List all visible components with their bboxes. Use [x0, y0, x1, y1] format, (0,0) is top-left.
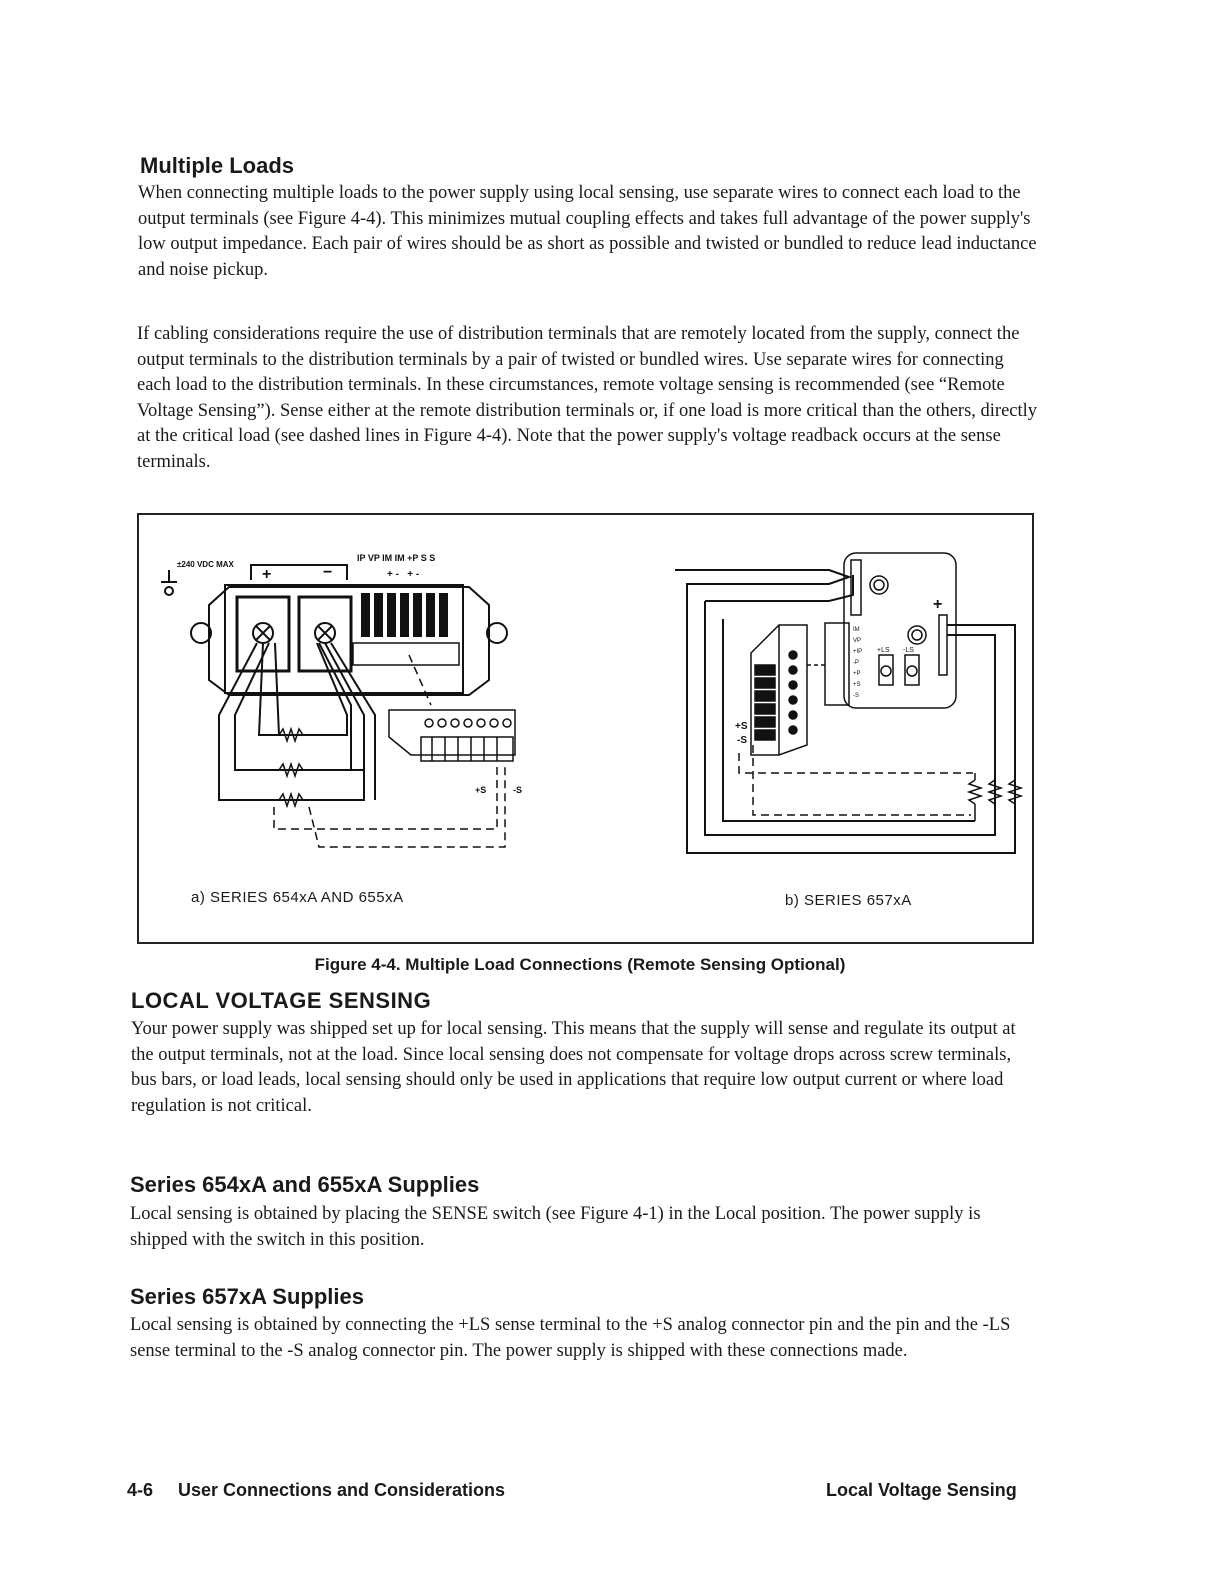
panel-a-connector-pins	[361, 593, 448, 637]
panel-b-pin-label: +P	[853, 671, 861, 677]
section-heading-series-657: Series 657xA Supplies	[130, 1284, 364, 1309]
panel-a-sense-plus-label: +S	[475, 785, 487, 795]
panel-b-pin-label: +IP	[853, 649, 863, 655]
figure-caption: Figure 4-4. Multiple Load Connections (Remote Sensing Optional)	[314, 955, 846, 974]
panel-b-sense-plus-label: +S	[735, 721, 748, 732]
panel-a-plug-connector	[389, 710, 515, 761]
panel-a-terminal-block	[161, 565, 507, 695]
panel-a-sense-minus-label: -S	[513, 785, 522, 795]
panel-a-connector-polarity-label: + - + -	[387, 569, 420, 580]
panel-b-ls-plus-label: +LS	[877, 647, 890, 654]
panel-b-rear-plate	[825, 553, 956, 708]
paragraph-multiple-loads-1: When connecting multiple loads to the power supply using local sensing, use separate wires to connect each load to the output terminals (see Figure 4-4). This minimizes mutual coupling effects and takes full advantage of the power supply's low output impedance. Each pair of wires should be as short as possible and twisted or bundled to reduce lead inductance and noise pickup.	[138, 183, 1037, 280]
section-heading-series-654-655: Series 654xA and 655xA Supplies	[130, 1172, 480, 1197]
paragraph-local-voltage-sensing: Your power supply was shipped set up for local sensing. This means that the supply will sense and regulate its output at the output terminals, not at the load. Since local sensing does not compensate for voltage drops across screw terminals, bus bars, or load leads, local sensing should only be used in applications that require low output current or where load regulation is not critical.	[131, 1019, 1016, 1116]
panel-a-terminal-minus-label: −	[323, 564, 333, 581]
panel-b-analog-connector	[751, 625, 825, 755]
panel-b-frame	[675, 570, 1015, 853]
panel-b-pin-label: IM	[853, 627, 860, 633]
panel-a-load-resistors	[279, 729, 303, 806]
panel-b-terminal-plus-label: +	[933, 596, 943, 613]
section-heading-multiple-loads: Multiple Loads	[140, 153, 294, 178]
figure-diagram	[139, 515, 1032, 942]
panel-b-pin-label: -S	[853, 693, 859, 699]
panel-a-terminal-plus-label: +	[262, 566, 272, 583]
panel-b-pin-label: VP	[853, 638, 862, 644]
panel-b-pin-label: +S	[853, 682, 861, 688]
panel-a-label: a) SERIES 654xA AND 655xA	[191, 889, 404, 906]
footer-section-title: Local Voltage Sensing	[826, 1480, 1017, 1500]
paragraph-series-657: Local sensing is obtained by connecting the +LS sense terminal to the +S analog connector pin and the pin and the -LS sense terminal to the -S analog connector pin. The power supply is shipped with these connections made.	[130, 1315, 1011, 1361]
section-heading-local-voltage-sensing: LOCAL VOLTAGE SENSING	[131, 988, 432, 1013]
figure-4-4	[137, 513, 1034, 944]
paragraph-multiple-loads-2: If cabling considerations require the use of distribution terminals that are remotely located from the supply, connect the output terminals to the distribution terminals by a pair of twisted or bundled wires. Use separate wires for connecting each load to the distribution terminals. In these circumstances, remote voltage sensing is recommended (see “Remote Voltage Sensing”). Sense either at the remote distribution terminals or, if one load is more critical than the others, directly at the critical load (see dashed lines in Figure 4-4). Note that the power supply's voltage readback occurs at the sense terminals.	[137, 324, 1038, 472]
panel-b-sense-minus-label: -S	[737, 735, 747, 746]
footer-page-number: 4-6	[127, 1480, 154, 1500]
panel-a-connector-header-label: IP VP IM IM +P S S	[357, 553, 436, 563]
panel-b-ls-minus-label: -LS	[903, 647, 914, 654]
panel-b-pin-label: -P	[853, 660, 859, 666]
footer-chapter-title: User Connections and Considerations	[178, 1480, 506, 1500]
panel-b-label: b) SERIES 657xA	[785, 892, 912, 909]
panel-a-max-voltage-label: ±240 VDC MAX	[177, 560, 234, 569]
paragraph-series-654-655: Local sensing is obtained by placing the SENSE switch (see Figure 4-1) in the Local position. The power supply is shipped with the switch in this position.	[130, 1204, 981, 1250]
